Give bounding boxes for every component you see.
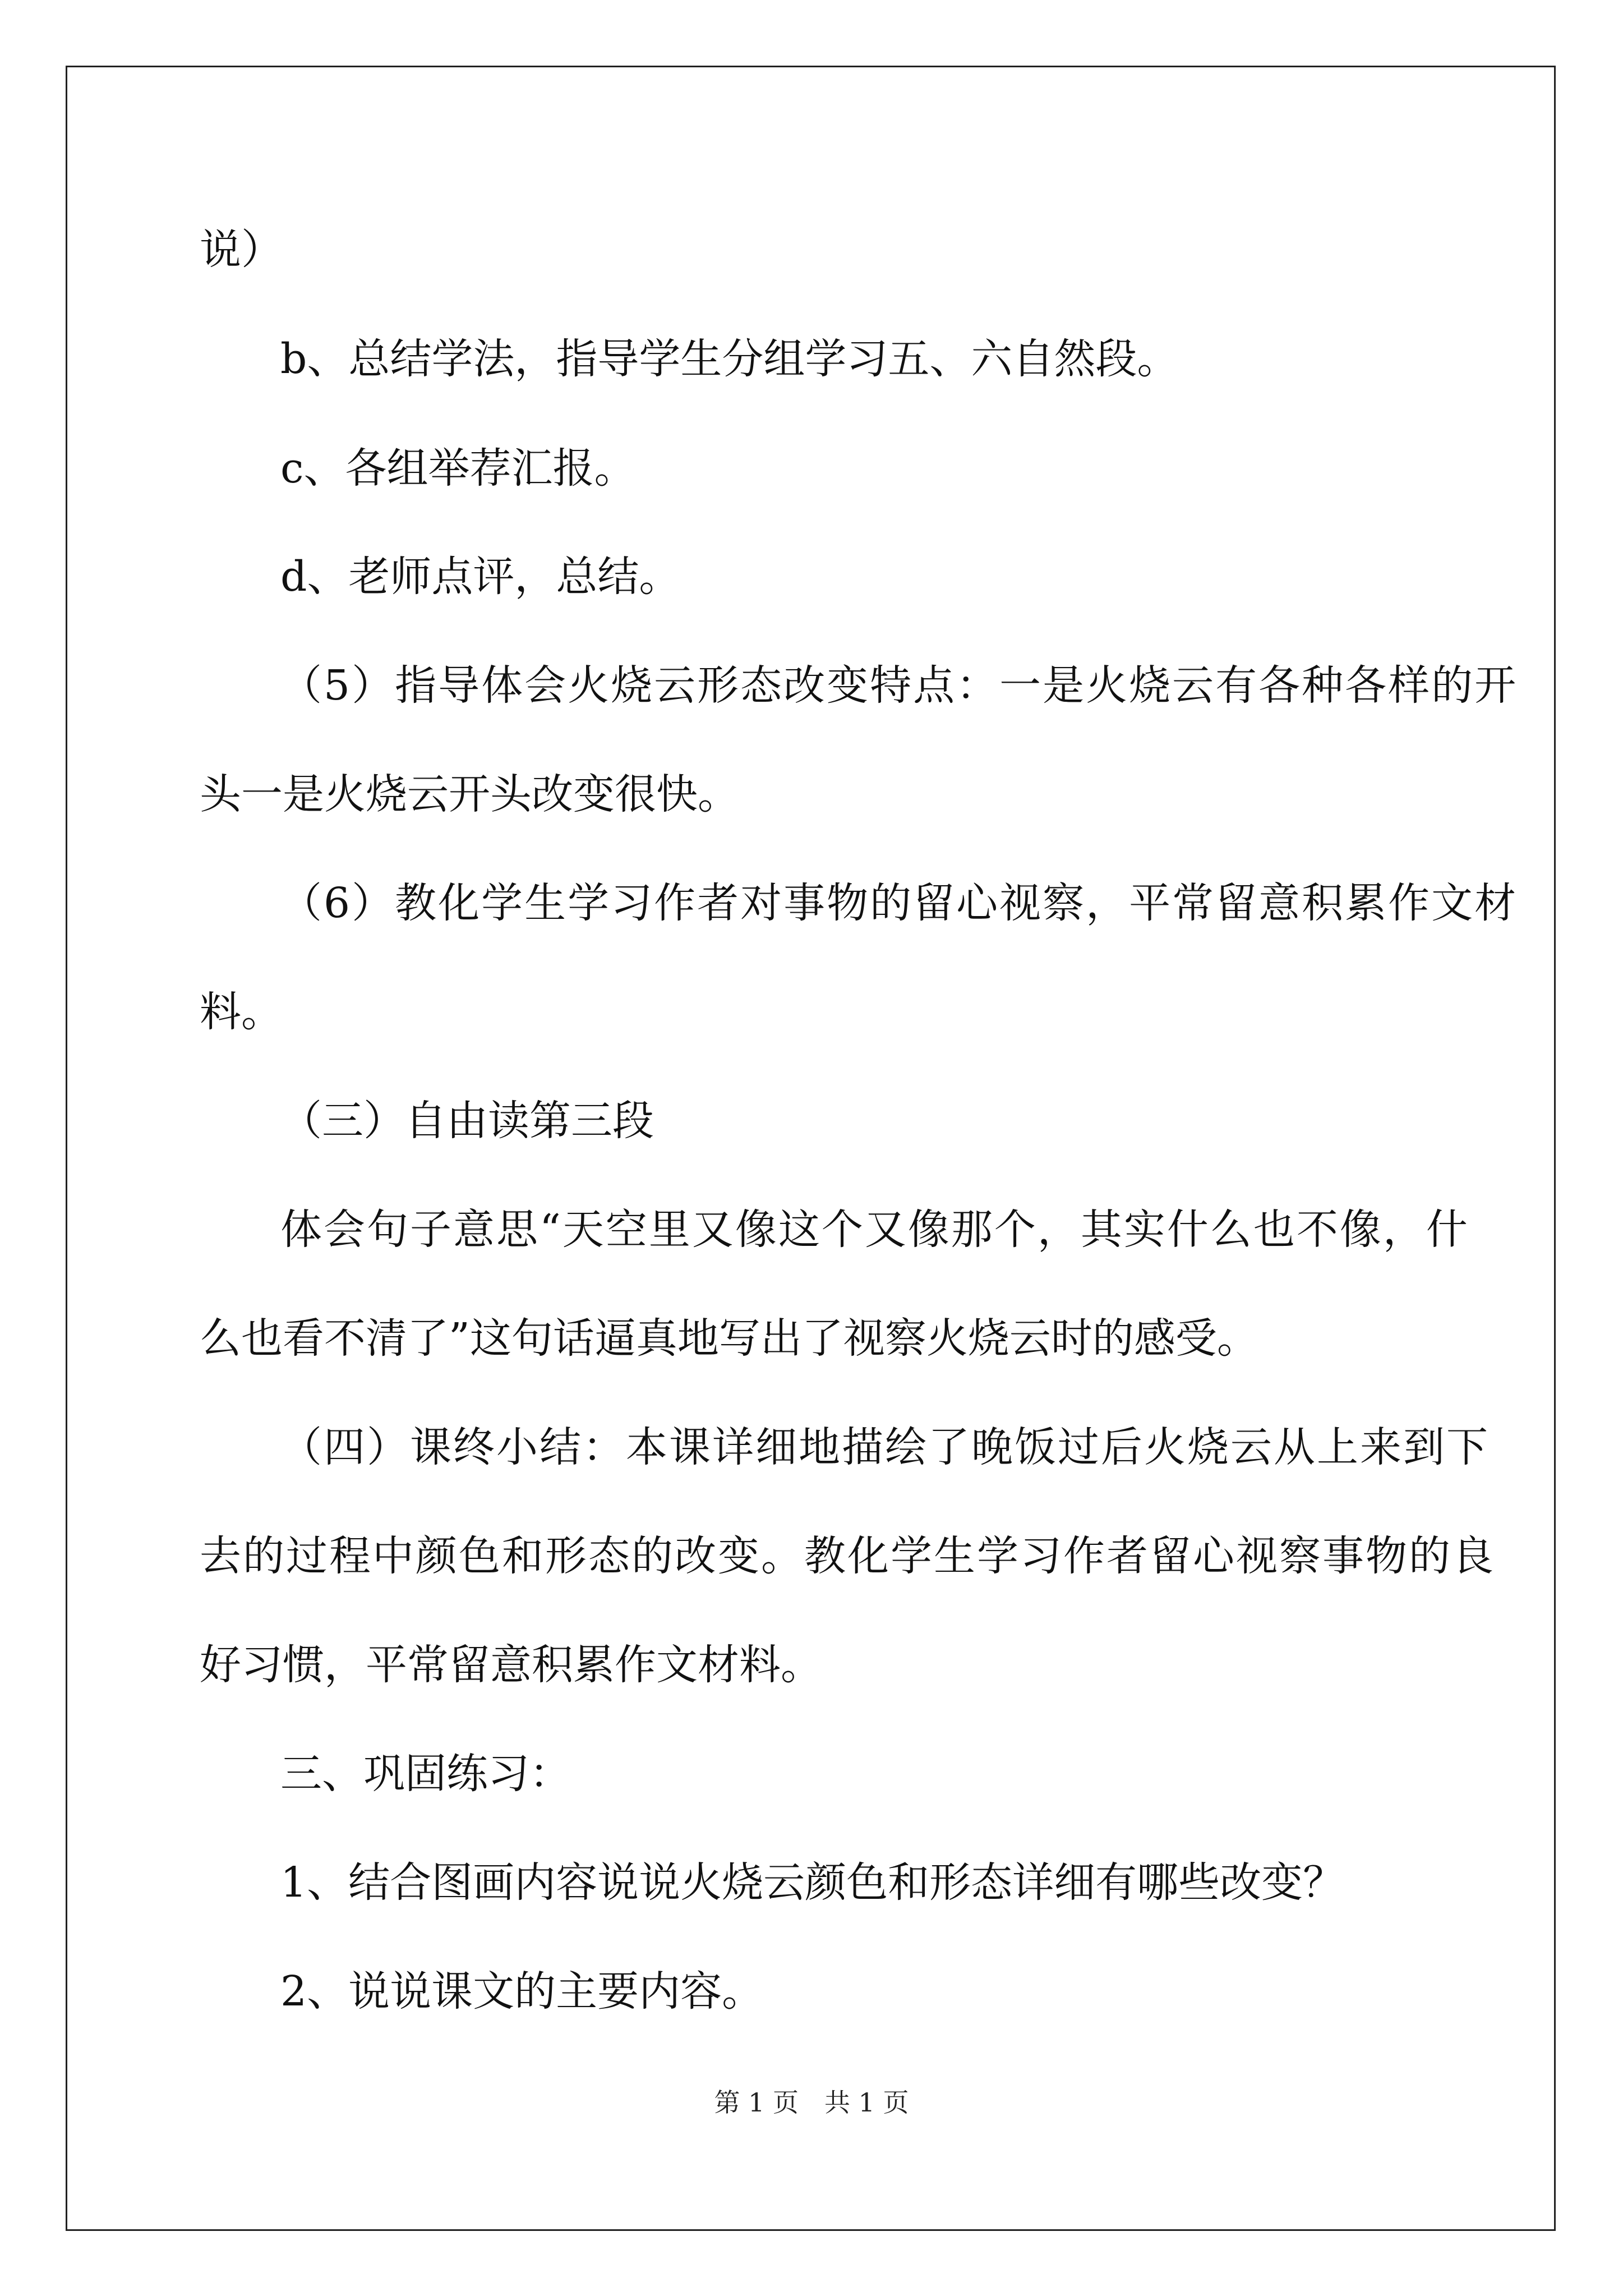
text-line: （5）指导体会火烧云形态改变特点：一是火烧云有各种各样的开	[280, 661, 1518, 710]
text-line: 说）	[200, 226, 283, 274]
section-heading: 三、巩固练习：	[280, 1750, 571, 1798]
text-line: c、各组举荐汇报。	[280, 444, 636, 493]
text-line: b、总结学法，指导学生分组学习五、六自然段。	[280, 335, 1179, 383]
text-line: 料。	[200, 988, 283, 1036]
section-heading: （三）自由读第三段	[280, 1097, 654, 1145]
text-line: 好习惯，平常留意积累作文材料。	[200, 1641, 822, 1689]
text-line: （6）教化学生学习作者对事物的留心视察，平常留意积累作文材	[280, 879, 1518, 927]
text-line: 2、说说课文的主要内容。	[280, 1967, 764, 2016]
text-line: d、老师点评，总结。	[280, 553, 681, 601]
page-number-footer: 第 1 页 共 1 页	[714, 2087, 909, 2118]
text-line: 1、结合图画内容说说火烧云颜色和形态详细有哪些改变？	[280, 1858, 1345, 1907]
text-line: （四）课终小结：本课详细地描绘了晚饭过后火烧云从上来到下	[280, 1423, 1490, 1471]
text-line: 去的过程中颜色和形态的改变。教化学生学习作者留心视察事物的良	[200, 1532, 1495, 1580]
text-line: 么也看不清了”这句话逼真地写出了视察火烧云时的感受。	[200, 1314, 1258, 1363]
text-line: 头一是火烧云开头改变很快。	[200, 770, 739, 818]
text-line: 体会句子意思“天空里又像这个又像那个，其实什么也不像，什	[280, 1205, 1469, 1254]
